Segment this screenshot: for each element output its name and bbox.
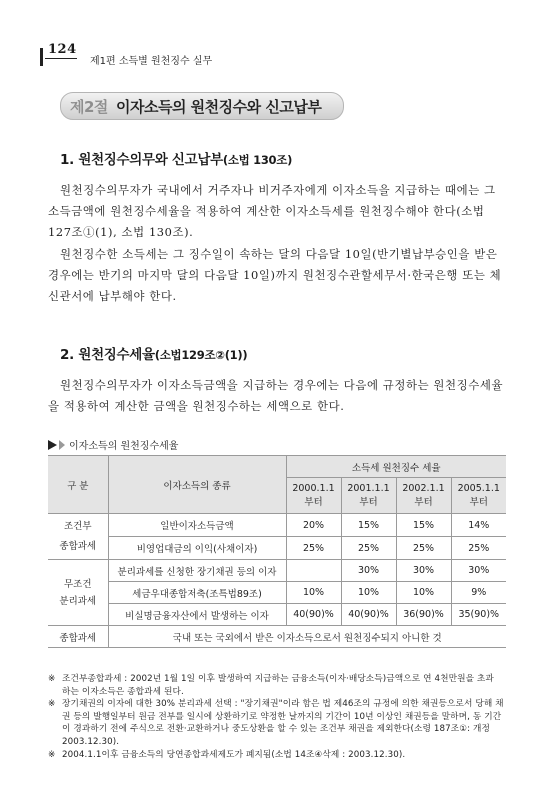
rate-cell: 40(90)% (341, 604, 396, 626)
rate-cell: 15% (396, 514, 451, 537)
group-label (48, 514, 108, 560)
paragraph-2 (48, 244, 506, 307)
heading-text: 1. 원천징수의무와 신고납부 (60, 152, 223, 168)
header-period (286, 478, 341, 514)
table-row (48, 582, 506, 604)
rate-cell: 10% (341, 582, 396, 604)
page-number: 124 (48, 42, 77, 57)
period-date: 2000.1.1 (292, 483, 335, 494)
section-banner (60, 92, 344, 120)
withholding-rate-table (48, 455, 506, 648)
period-date: 2005.1.1 (457, 483, 500, 494)
rate-cell: 30% (396, 560, 451, 582)
paragraph-1 (48, 180, 506, 243)
group-label-line: 조건부 (63, 520, 92, 532)
header-income-type: 이자소득의 종류 (108, 456, 286, 514)
rate-cell: 15% (341, 514, 396, 537)
note-marker: ※ (48, 699, 56, 710)
table-caption-text: 이자소득의 원천징수세율 (69, 441, 179, 452)
group-label-line: 종합과세 (59, 540, 97, 552)
arrow-icon (48, 440, 57, 450)
paragraph-line: 신관서에 납부해야 한다. (48, 289, 177, 303)
table-row (48, 604, 506, 626)
paragraph-line: 원천징수의무자가 국내에서 거주자나 비거주자에게 이자소득을 지급하는 때에는 그 (60, 183, 496, 197)
note-line: 장기채권의 이자에 대한 30% 분리과세 선택 : "장기채권"이라 함은 법 제46조의 규정에 의한 채권등으로서 당해 채 (62, 699, 504, 710)
rate-cell: 14% (451, 514, 506, 537)
rate-cell: 10% (396, 582, 451, 604)
header-rate-group: 소득세 원천징수 세율 (286, 456, 506, 478)
table-row (48, 514, 506, 537)
period-date: 2001.1.1 (347, 483, 390, 494)
section-number: 제2절 (70, 98, 108, 116)
period-suffix: 부터 (359, 497, 378, 508)
header-period (341, 478, 396, 514)
header-rule (45, 58, 77, 59)
rate-cell: 25% (451, 537, 506, 560)
table-row (48, 560, 506, 582)
header-division: 구 분 (48, 456, 108, 514)
note-line: 2003.12.30). (62, 736, 120, 747)
paragraph-3 (48, 375, 506, 417)
paragraph-line: 127조①(1), 소법 130조). (48, 225, 194, 239)
note-marker: ※ (48, 674, 56, 684)
rate-cell: 30% (451, 560, 506, 582)
period-date: 2002.1.1 (402, 483, 445, 494)
table-row (48, 626, 506, 648)
period-suffix: 부터 (469, 497, 488, 508)
income-type-cell: 비영업대금의 이익(사채이자) (108, 537, 286, 560)
group-label-line: 분리과세 (59, 595, 97, 607)
note-line: 조건부종합과세 : 2002년 1월 1일 이후 발생하여 지급하는 금융소득(이자·배당소득)금액으로 연 4천만원을 초과 (62, 674, 494, 684)
rate-cell: 40(90)% (286, 604, 341, 626)
group-label: 종합과세 (48, 626, 108, 648)
header-period (451, 478, 506, 514)
heading-text: 2. 원천징수세율 (60, 347, 155, 363)
paragraph-line: 소득금액에 원천징수세율을 적용하여 계산한 이자소득세를 원천징수해야 한다(소법 (48, 204, 485, 218)
income-type-cell: 분리과세를 신청한 장기채권 등의 이자 (108, 560, 286, 582)
income-type-cell: 세금우대종합저축(조특법89조) (108, 582, 286, 604)
table-caption (48, 437, 178, 452)
footnote (48, 698, 506, 748)
group-label-line: 무조건 (63, 578, 92, 590)
heading-withholding-duty (60, 148, 292, 168)
note-line: 권 등의 발행일부터 원금 전부를 일시에 상환하기로 약정한 날까지의 기간이 10년 이상인 채권등을 말하며, 동 기간 (62, 711, 502, 722)
note-line: 이 경과하기 전에 주식으로 전환·교환하거나 중도상환을 할 수 있는 조건부 채권을 제외한다(소령 187조①: 개정 (62, 724, 491, 735)
heading-withholding-rate (60, 343, 247, 363)
arrow-icon (59, 440, 65, 450)
footnotes (48, 673, 506, 761)
rate-cell: 35(90)% (451, 604, 506, 626)
footnote (48, 673, 506, 698)
rate-cell: 25% (286, 537, 341, 560)
part-title: 제1편 소득별 원천징수 실무 (90, 56, 213, 67)
rate-cell: 20% (286, 514, 341, 537)
paragraph-line: 원천징수한 소득세는 그 징수일이 속하는 달의 다음달 10일(반기별납부승인을 받은 (60, 247, 498, 261)
running-header (40, 44, 520, 66)
table-row (48, 537, 506, 560)
note-line: 2004.1.1이후 금융소득의 당연종합과세제도가 폐지됨(소법 14조④삭제 : 2003.12.30). (62, 749, 406, 760)
note-marker: ※ (48, 749, 56, 760)
paragraph-line: 경우에는 반기의 마지막 달의 다음달 10일)까지 원천징수관할세무서·한국은행 또는 체 (48, 268, 502, 282)
header-period (396, 478, 451, 514)
rate-cell: 9% (451, 582, 506, 604)
income-type-cell: 일반이자소득금액 (108, 514, 286, 537)
header-bar (40, 48, 43, 66)
footnote (48, 749, 506, 762)
rate-cell: 10% (286, 582, 341, 604)
comprehensive-text: 국내 또는 국외에서 받은 이자소득으로서 원천징수되지 아니한 것 (108, 626, 506, 648)
rate-cell: 25% (341, 537, 396, 560)
rate-cell: 25% (396, 537, 451, 560)
note-line: 하는 이자소득은 종합과세 된다. (62, 686, 184, 697)
heading-ref: (소법129조②(1)) (154, 348, 248, 362)
period-suffix: 부터 (414, 497, 433, 508)
rate-cell: 30% (341, 560, 396, 582)
section-title: 이자소득의 원천징수와 신고납부 (116, 98, 322, 116)
period-suffix: 부터 (304, 497, 323, 508)
paragraph-line: 원천징수의무자가 이자소득금액을 지급하는 경우에는 다음에 규정하는 원천징수세율 (60, 378, 504, 392)
group-label (48, 560, 108, 626)
heading-ref: (소법 130조) (222, 153, 293, 167)
income-type-cell: 비실명금융자산에서 발생하는 이자 (108, 604, 286, 626)
rate-cell (286, 560, 341, 582)
rate-cell: 36(90)% (396, 604, 451, 626)
paragraph-line: 을 적용하여 계산한 금액을 원천징수하는 세액으로 한다. (48, 399, 345, 413)
